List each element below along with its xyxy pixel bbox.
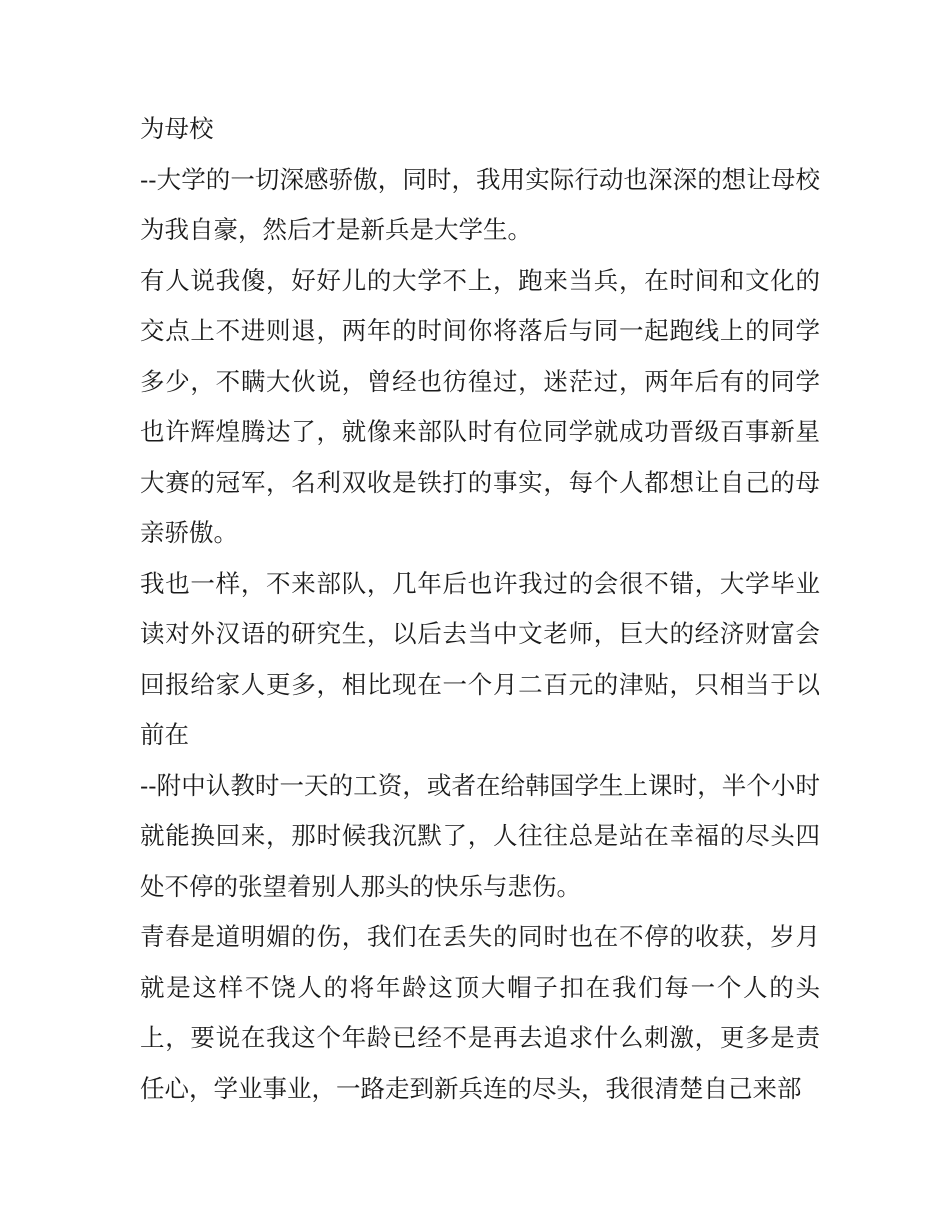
document-body	[140, 104, 820, 1114]
paragraph-6: 青春是道明媚的伤，我们在丢失的同时也在不停的收获，岁月就是这样不饶人的将年龄这顶大帽子扣在我们每一个人的头上，要说在我这个年龄已经不是再去追求什么刺激，更多是责任心，学业事业，一路走到新兵连的尽头，我很清楚自己来部	[140, 922, 820, 1103]
paragraph-3: 有人说我傻，好好儿的大学不上，跑来当兵，在时间和文化的交点上不进则退，两年的时间你将落后与同一起跑线上的同学多少，不瞒大伙说，曾经也彷徨过，迷茫过，两年后有的同学也许辉煌腾达了，就像来部队时有位同学就成功晋级百事新星大赛的冠军，名利双收是铁打的事实，每个人都想让自己的母亲骄傲。	[140, 265, 820, 547]
paragraph-2: --大学的一切深感骄傲，同时，我用实际行动也深深的想让母校为我自豪，然后才是新兵是大学生。	[140, 164, 820, 244]
paragraph-5: --附中认教时一天的工资，或者在给韩国学生上课时，半个小时就能换回来，那时候我沉默了，人往往总是站在幸福的尽头四处不停的张望着别人那头的快乐与悲伤。	[140, 770, 820, 901]
paragraph-1: 为母校	[140, 114, 214, 143]
paragraph-4: 我也一样，不来部队，几年后也许我过的会很不错，大学毕业读对外汉语的研究生，以后去当中文老师，巨大的经济财富会回报给家人更多，相比现在一个月二百元的津贴，只相当于以前在	[140, 568, 820, 749]
